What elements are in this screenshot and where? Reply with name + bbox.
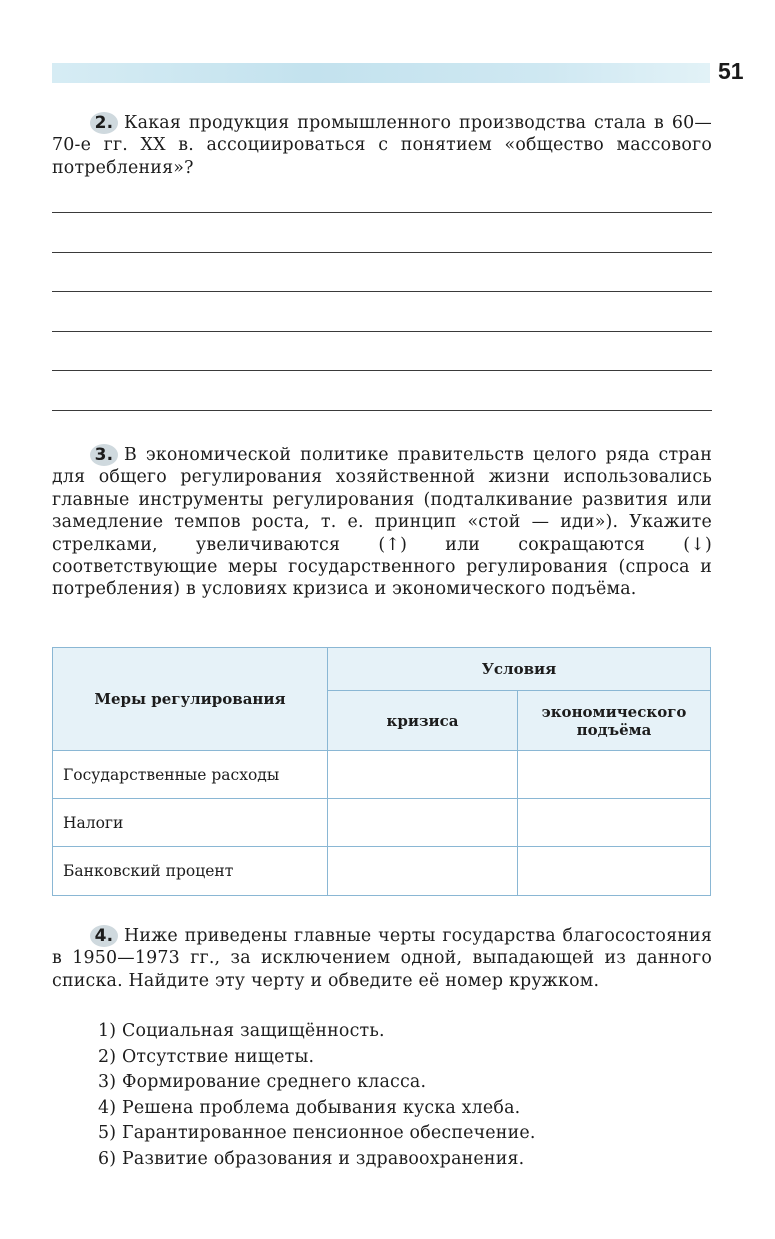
- list-item[interactable]: 6) Развитие образования и здравоохранения.: [98, 1148, 525, 1169]
- header-crisis: кризиса: [328, 691, 518, 751]
- task-4-text: Ниже приведены главные черты государства благосостояния в 1950—1973 гг., за исключением одной, выпадающей из данного списка. Найдите эту черту и обведите её номер кружком.: [52, 926, 712, 991]
- row-label: Государственные расходы: [53, 751, 328, 799]
- task-number-badge: 4.: [90, 925, 118, 947]
- header-growth-line2: подъёма: [576, 720, 652, 739]
- answer-line[interactable]: [52, 410, 712, 411]
- answer-line[interactable]: [52, 252, 712, 253]
- row-label: Банковский процент: [53, 847, 328, 896]
- cell-growth[interactable]: [518, 799, 711, 847]
- answer-line[interactable]: [52, 291, 712, 292]
- regulation-table: [52, 647, 711, 896]
- list-item[interactable]: 1) Социальная защищённость.: [98, 1021, 385, 1041]
- row-label: Налоги: [53, 799, 328, 847]
- list-item[interactable]: 3) Формирование среднего класса.: [98, 1072, 427, 1092]
- cell-growth[interactable]: [518, 751, 711, 799]
- answer-line[interactable]: [52, 331, 712, 332]
- task-2-text: Какая продукция промышленного производства стала в 60—70-е гг. XX в. ассоциироваться с понятием «общество массового потребления»?: [52, 113, 712, 178]
- task-4: [52, 925, 712, 992]
- header-conditions: Условия: [328, 648, 711, 691]
- list-item[interactable]: 5) Гарантированное пенсионное обеспечение.: [98, 1123, 536, 1143]
- answer-line[interactable]: [52, 370, 712, 371]
- list-item[interactable]: 2) Отсутствие нищеты.: [98, 1046, 315, 1067]
- header-growth-line1: экономического: [541, 702, 687, 721]
- header-band: [52, 63, 710, 83]
- header-growth: [518, 691, 711, 751]
- cell-growth[interactable]: [518, 847, 711, 896]
- task-3-text: В экономической политике правительств целого ряда стран для общего регулирования хозяйственной жизни использовались главные инструменты регулирования (подталкивание развития или замедление темпов роста, т. е. принцип «стой — иди»). Укажите стрелками, увеличиваются (↑) или сокращаются (↓) соответствующие меры государственного регулирования (спроса и потребления) в условиях кризиса и экономического подъёма.: [52, 445, 712, 600]
- task-number-badge: 3.: [90, 444, 118, 466]
- task-2: [52, 112, 712, 179]
- page-number: 51: [718, 58, 744, 84]
- task-number-badge: 2.: [90, 112, 118, 134]
- cell-crisis[interactable]: [328, 847, 518, 896]
- task-3: [52, 444, 712, 601]
- options-list: [98, 1019, 536, 1172]
- cell-crisis[interactable]: [328, 799, 518, 847]
- answer-lines: [52, 212, 712, 450]
- list-item[interactable]: 4) Решена проблема добывания куска хлеба.: [98, 1097, 521, 1118]
- header-measures: Меры регулирования: [53, 648, 328, 751]
- answer-line[interactable]: [52, 212, 712, 213]
- cell-crisis[interactable]: [328, 751, 518, 799]
